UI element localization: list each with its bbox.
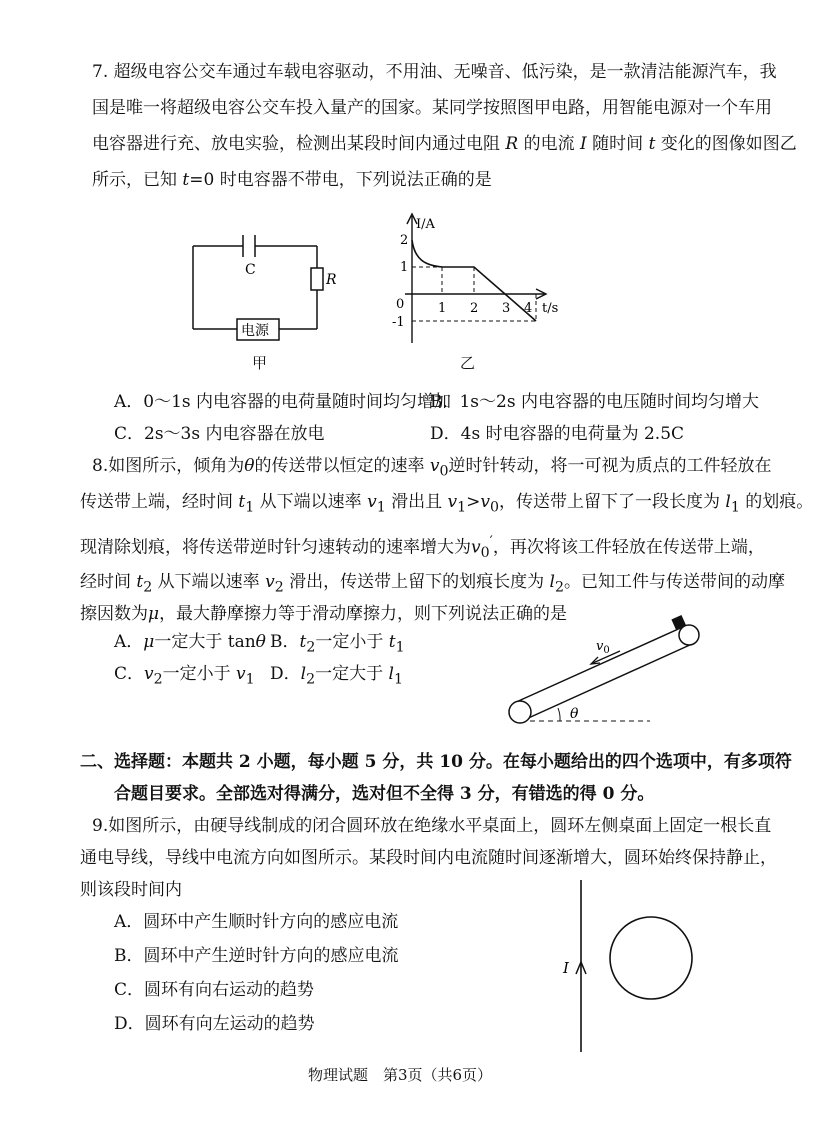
v0-label: $v_0$ <box>596 639 610 656</box>
x-tick-4: 4 <box>524 301 533 316</box>
q9-option-c[interactable]: C．圆环有向右运动的趋势 <box>114 980 315 1000</box>
wire-ring-diagram <box>555 876 725 1056</box>
conducting-ring <box>610 917 692 999</box>
angle-label: θ <box>570 706 579 722</box>
q9-option-a[interactable]: A．圆环中产生顺时针方向的感应电流 <box>114 912 399 932</box>
y-tick-2: 2 <box>400 233 409 248</box>
x-tick-1: 1 <box>438 301 447 316</box>
current-time-graph <box>360 208 580 348</box>
capacitor-label: C <box>245 262 256 278</box>
origin-label: 0 <box>396 297 405 312</box>
q9-option-d[interactable]: D．圆环有向左运动的趋势 <box>114 1014 315 1034</box>
q8-line-3: 现清除划痕，将传送带逆时针匀速转动的速率增大为$v_0'$，再次将该工件轻放在传送带上端， <box>80 534 765 562</box>
y-tick-1: 1 <box>400 260 409 275</box>
q9-line-2: 通电导线，导线中电流方向如图所示。某段时间内电流随时间逐渐增大，圆环始终保持静止， <box>80 848 777 868</box>
section-2-heading: 二、选择题：本题共 2 小题，每小题 5 分，共 10 分。在每小题给出的四个选项中，有多项符 <box>80 752 792 772</box>
q7-option-c[interactable]: C．2s～3s 内电容器在放电 <box>114 424 325 444</box>
q8-option-a[interactable]: A．μ一定大于 tanθ <box>114 632 266 652</box>
q7-option-d[interactable]: D．4s 时电容器的电荷量为 2.5C <box>430 424 685 444</box>
y-axis-label: I/A <box>416 217 435 232</box>
q8-option-d[interactable]: D．$l_2$一定大于 $l_1$ <box>270 664 403 688</box>
current-label: I <box>563 959 569 977</box>
source-label: 电源 <box>241 323 269 339</box>
q7-line-3: 电容器进行充、放电实验，检测出某段时间内通过电阻 R 的电流 I 随时间 t 变化的图像如图乙 <box>92 134 797 154</box>
q8-number: 8. <box>92 456 109 476</box>
q8-line-5: 擦因数为μ，最大静摩擦力等于滑动摩擦力，则下列说法正确的是 <box>80 604 568 624</box>
q7-line-2: 国是唯一将超级电容公交车投入量产的国家。某同学按照图甲电路，用智能电源对一个车用 <box>92 98 772 118</box>
q9-line-1: 9.如图所示，由硬导线制成的闭合圆环放在绝缘水平桌面上，圆环左侧桌面上固定一根长直 <box>92 816 772 836</box>
q7-option-a[interactable]: A．0～1s 内电容器的电荷量随时间均匀增加 <box>114 392 452 412</box>
q8-option-b[interactable]: B．$t_2$一定小于 $t_1$ <box>270 632 405 656</box>
x-axis-label: t/s <box>542 301 559 316</box>
q7-option-b[interactable]: B．1s～2s 内电容器的电压随时间均匀增大 <box>430 392 759 412</box>
page-footer: 物理试题 第3页（共6页） <box>307 1066 493 1084</box>
belt-top-edge <box>514 626 685 703</box>
q8-option-c[interactable]: C．$v_2$一定小于 $v_1$ <box>114 664 255 688</box>
resistor-label: R <box>326 272 337 288</box>
upper-pulley <box>679 625 699 645</box>
x-tick-2: 2 <box>470 301 479 316</box>
circuit-diagram <box>180 232 340 342</box>
resistor-symbol <box>311 268 323 290</box>
q9-option-b[interactable]: B．圆环中产生逆时针方向的感应电流 <box>114 946 399 966</box>
q9-line-3: 则该段时间内 <box>80 880 182 900</box>
q9-number: 9. <box>92 816 109 836</box>
conveyor-belt-diagram <box>500 612 720 732</box>
q8-line-2: 传送带上端，经时间 $t_1$ 从下端以速率 $v_1$ 滑出且 $v_1>v_0$，传送带上留下了一段长度为 $l_1$ 的划痕。 <box>80 492 813 516</box>
q7-line-4: 所示，已知 t=0 时电容器不带电，下列说法正确的是 <box>92 170 492 190</box>
circuit-caption: 甲 <box>252 354 268 372</box>
q7-number: 7. <box>92 62 109 82</box>
angle-arc <box>558 708 560 721</box>
q8-line-4: 经时间 $t_2$ 从下端以速率 $v_2$ 滑出，传送带上留下的划痕长度为 $l_2$。已知工件与传送带间的动摩 <box>80 572 785 596</box>
section-2-instructions: 合题目要求。全部选对得满分，选对但不全得 3 分，有错选的得 0 分。 <box>114 784 655 804</box>
x-tick-3: 3 <box>502 301 511 316</box>
q7-line-1: 7. 超级电容公交车通过车载电容驱动，不用油、无噪音、低污染，是一款清洁能源汽车，我 <box>92 62 777 82</box>
graph-caption: 乙 <box>460 354 476 372</box>
lower-pulley <box>509 701 531 723</box>
y-tick-neg1: -1 <box>392 315 405 330</box>
q8-line-1: 8.如图所示，倾角为θ的传送带以恒定的速率 $v_0$逆时针转动，将一可视为质点的工件轻放在 <box>92 456 772 480</box>
